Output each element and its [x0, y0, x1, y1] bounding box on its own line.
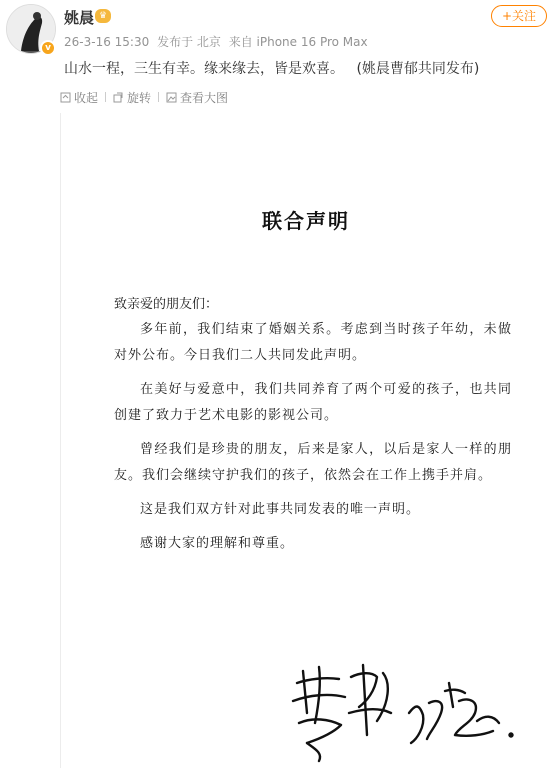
statement-title: 联合声明: [262, 209, 350, 233]
post-text: [64, 58, 479, 78]
collapse-icon: [60, 92, 71, 103]
toolbar-divider: [158, 92, 159, 102]
vip-crown-icon: ♛: [95, 9, 111, 23]
collect-label: 收起: [74, 90, 99, 105]
image-icon: [166, 92, 177, 103]
post-note: (姚晨曹郁共同发布): [356, 61, 480, 77]
view-large-button[interactable]: [166, 89, 228, 106]
post-meta: [64, 33, 372, 50]
statement-paragraph: 多年前，我们结束了婚姻关系。考虑到当时孩子年幼，未做对外公布。今日我们二人共同发此声明。: [114, 322, 512, 363]
post-device: 来自 iPhone 16 Pro Max: [228, 35, 368, 49]
toolbar-divider: [105, 92, 106, 102]
collect-button[interactable]: [60, 89, 98, 106]
statement-paragraph: 感谢大家的理解和尊重。: [140, 536, 295, 551]
statement-paragraph: 这是我们双方针对此事共同发表的唯一声明。: [140, 502, 421, 517]
verified-badge-icon: v: [40, 40, 56, 56]
view-large-label: 查看大图: [180, 90, 229, 105]
image-toolbar: [60, 89, 228, 105]
handwritten-signature: [279, 643, 529, 763]
statement-image[interactable]: [60, 113, 551, 768]
statement-paragraph: 在美好与爱意中，我们共同养育了两个可爱的孩子，也共同创建了致力于艺术电影的影视公司。: [114, 382, 512, 423]
username[interactable]: 姚晨: [64, 9, 95, 27]
post-location: 发布于 北京: [157, 35, 221, 49]
rotate-label: 旋转: [127, 90, 152, 105]
post-body-text: 山水一程，三生有幸。缘来缘去，皆是欢喜。: [64, 61, 344, 77]
statement-paragraph: 曾经我们是珍贵的朋友，后来是家人，以后是家人一样的朋友。我们会继续守护我们的孩子，依然会在工作上携手并肩。: [114, 442, 512, 483]
rotate-button[interactable]: [113, 89, 151, 106]
statement-body: [114, 317, 512, 565]
statement-greeting: 致亲爱的朋友们：: [114, 297, 219, 312]
rotate-icon: [113, 92, 124, 103]
follow-button[interactable]: +关注: [491, 5, 547, 27]
post-date[interactable]: 26-3-16 15:30: [64, 35, 150, 49]
